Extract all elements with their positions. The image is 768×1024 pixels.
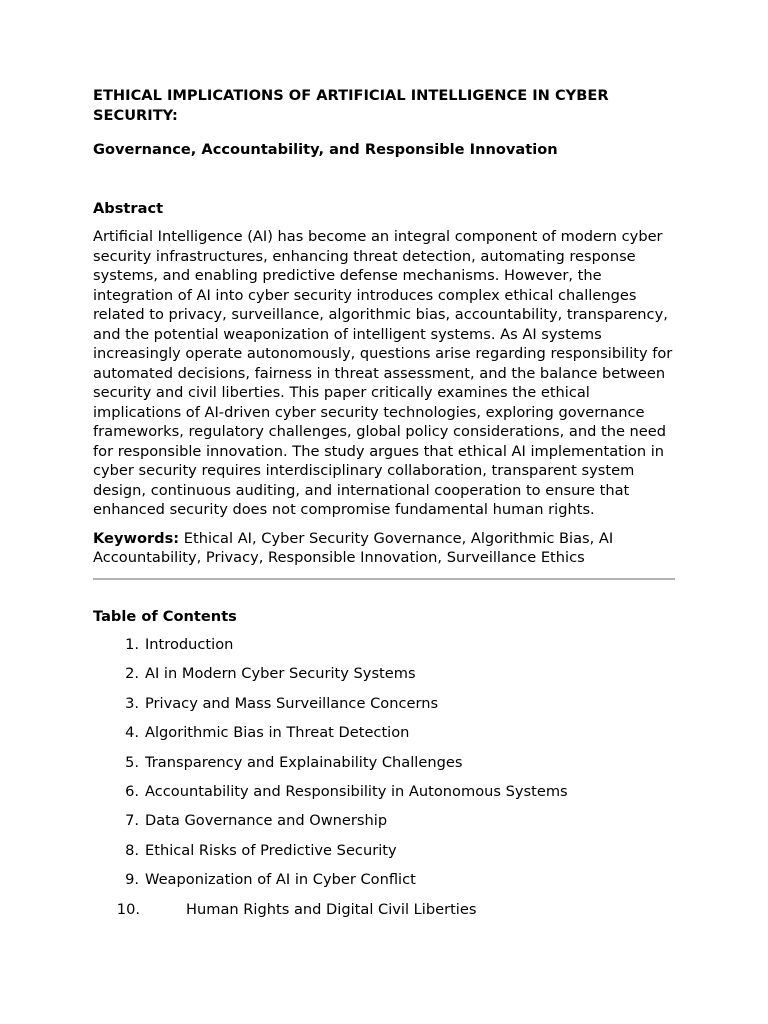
toc-item-number: 9. bbox=[125, 871, 139, 889]
toc-item bbox=[93, 664, 675, 684]
toc-item-number: 4. bbox=[125, 724, 139, 742]
toc-item bbox=[93, 900, 675, 920]
toc-item-number: 6. bbox=[125, 782, 139, 800]
toc-item-number: 10. bbox=[116, 900, 140, 918]
toc-item-number: 8. bbox=[125, 841, 139, 859]
keywords-text: Ethical AI, Cyber Security Governance, Algorithmic Bias, AI Accountability, Privacy, Responsible Innovation, Surveillance Ethics bbox=[93, 529, 614, 566]
toc-item-label: Transparency and Explainability Challenges bbox=[145, 753, 463, 771]
toc-item-number: 5. bbox=[125, 753, 139, 771]
toc-item-label: Algorithmic Bias in Threat Detection bbox=[145, 724, 410, 742]
document-subtitle: Governance, Accountability, and Responsible Innovation bbox=[93, 141, 558, 158]
toc-item bbox=[93, 723, 675, 743]
section-divider bbox=[93, 578, 675, 580]
abstract-text: Artificial Intelligence (AI) has become an integral component of modern cyber security infrastructures, enhancing threat detection, automating response systems, and enabling predictive defense mechanisms. However, the integration of AI into cyber security introduces complex ethical challenges related to privacy, surveillance, algorithmic bias, accountability, transparency, and the potential weaponization of intelligent systems. As AI systems increasingly operate autonomously, questions arise regarding responsibility for automated decisions, fairness in threat assessment, and the balance between security and civil liberties. This paper critically examines the ethical implications of AI-driven cyber security technologies, exploring governance frameworks, regulatory challenges, global policy considerations, and the need for responsible innovation. The study argues that ethical AI implementation in cyber security requires interdisciplinary collaboration, transparent system design, continuous auditing, and international cooperation to ensure that enhanced security does not compromise fundamental human rights. bbox=[93, 228, 673, 518]
toc-item bbox=[93, 841, 675, 861]
toc-item bbox=[93, 870, 675, 890]
toc-item-number: 1. bbox=[125, 636, 139, 653]
toc-item-label: Privacy and Mass Surveillance Concerns bbox=[145, 694, 439, 712]
toc-item-number: 2. bbox=[125, 665, 139, 683]
toc-heading: Table of Contents bbox=[93, 607, 237, 625]
keywords-label: Keywords: bbox=[93, 529, 180, 547]
toc-item-number: 3. bbox=[125, 694, 139, 712]
toc-item-label: Human Rights and Digital Civil Liberties bbox=[186, 900, 477, 918]
toc-item bbox=[93, 811, 675, 831]
toc-item bbox=[93, 753, 675, 773]
toc-item bbox=[93, 782, 675, 802]
toc-item-label: Data Governance and Ownership bbox=[145, 812, 388, 830]
toc-item-number: 7. bbox=[125, 812, 139, 830]
toc-item-label: Ethical Risks of Predictive Security bbox=[145, 841, 397, 859]
toc-item-label: Introduction bbox=[145, 636, 234, 653]
toc-item-label: AI in Modern Cyber Security Systems bbox=[145, 665, 416, 683]
abstract-heading: Abstract bbox=[93, 199, 164, 217]
toc-item bbox=[93, 635, 675, 655]
document-title: ETHICAL IMPLICATIONS OF ARTIFICIAL INTELLIGENCE IN CYBER SECURITY: bbox=[93, 87, 609, 124]
keywords bbox=[93, 529, 678, 568]
toc-list bbox=[93, 635, 675, 919]
toc-item-label: Accountability and Responsibility in Autonomous Systems bbox=[145, 782, 568, 800]
toc-item-label: Weaponization of AI in Cyber Conflict bbox=[145, 871, 416, 889]
toc-item bbox=[93, 694, 675, 714]
